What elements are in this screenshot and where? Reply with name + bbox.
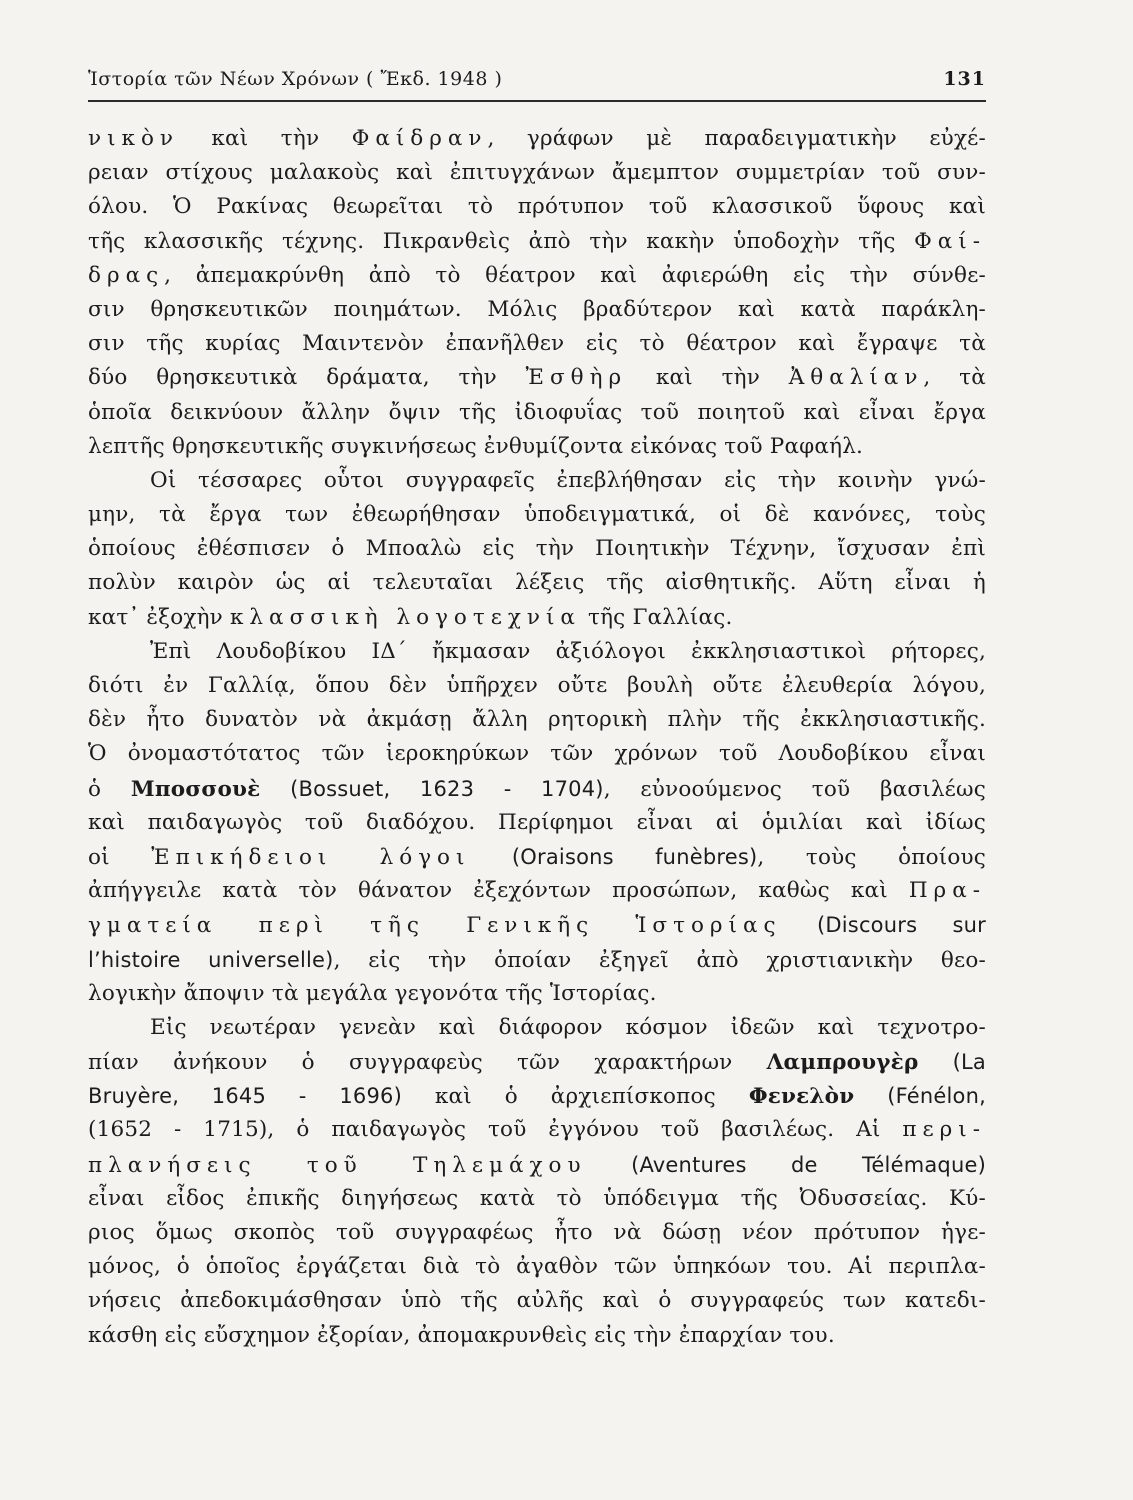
text-run: εἶναι εἶδος ἐπικῆς διηγήσεως κατὰ τὸ ὑπόδειγμα τῆς Ὀδυσσείας. Κύ- (88, 1185, 986, 1211)
text-run: ὁ (88, 776, 131, 802)
spaced-emphasis: Ἀθαλίαν (788, 365, 924, 391)
spaced-emphasis: περι- (902, 1117, 986, 1143)
text-run: πίαν ἀνήκουν ὁ συγγραφεὺς τῶν χαρακτήρων (88, 1050, 767, 1076)
text-run: τῆς κλασσικῆς τέχνης. Πικρανθεὶς ἀπὸ τὴν κακὴν ὑποδοχὴν τῆς (88, 228, 915, 254)
spaced-emphasis: Φαίδραν (351, 126, 488, 151)
text-run: δύο θρησκευτικὰ δράματα, τὴν (88, 365, 526, 391)
text-line (88, 1182, 986, 1216)
text-run: Οἱ τέσσαρες οὗτοι συγγραφεῖς ἐπεβλήθησαν εἰς τὴν κοινὴν γνώ- (150, 467, 986, 493)
text-run: νήσεις ἀπεδοκιμάσθησαν ὑπὸ τῆς αὐλῆς καὶ ὁ συγγραφεύς των κατεδι- (88, 1288, 986, 1314)
text-run: , εὐνοούμενος τοῦ βασιλέως (603, 776, 986, 802)
bold-name: Μποσσουὲ (130, 776, 261, 802)
text-line (88, 601, 986, 635)
text-run: , ἀπεμακρύνθη ἀπὸ τὸ θέατρον καὶ ἀφιερώθη εἰς τὴν σύνθε- (164, 262, 986, 288)
text-run: ὁποίους ἐθέσπισεν ὁ Μποαλὼ εἰς τὴν Ποιητικὴν Τέχνην, ἴσχυσαν ἐπὶ (88, 536, 986, 562)
text-run: κάσθη εἰς εὔσχημον ἐξορίαν, ἀπομακρυνθεὶς εἰς τὴν ἐπαρχίαν του. (88, 1322, 835, 1348)
text-run: καὶ ὁ ἀρχιεπίσκοπος (401, 1084, 749, 1110)
text-run: καὶ τὴν (178, 126, 352, 151)
text-run: , τοὺς ὁποίους (757, 844, 986, 870)
text-run: Ὁ ὀνομαστότατος τῶν ἱεροκηρύκων τῶν χρόνων τοῦ Λουδοβίκου εἶναι (88, 741, 986, 767)
text-line (88, 190, 986, 224)
spaced-emphasis: Πρα- (908, 878, 986, 904)
spaced-emphasis: Φαί- (914, 228, 986, 254)
text-line (88, 293, 986, 327)
text-line (88, 737, 986, 771)
bold-name: Φενελὸν (748, 1084, 855, 1110)
spaced-emphasis: Ἐσθὴρ (525, 365, 628, 391)
spaced-emphasis: Ἐπικήδειοι λόγοι (151, 844, 471, 870)
text-run: καὶ τὴν (627, 365, 789, 391)
text-run: (1652 - 1715), ὁ παιδαγωγὸς τοῦ ἐγγόνου τοῦ βασιλέως. Αἱ (88, 1117, 903, 1143)
text-run: ρειαν στίχους μαλακοὺς καὶ ἐπιτυγχάνων ἄμεμπτον συμμετρίαν τοῦ συν- (88, 160, 986, 186)
text-line (88, 977, 986, 1011)
bold-name: Λαμπρουγὲρ (766, 1050, 919, 1076)
text-run: , γράφων μὲ παραδειγματικὴν εὐχέ- (487, 126, 986, 151)
header-rule (88, 100, 986, 102)
text-run: , τὰ (923, 365, 986, 391)
text-run: λεπτῆς θρησκευτικῆς συγκινήσεως ἐνθυμίζοντα εἰκόνας τοῦ Ραφαήλ. (88, 433, 864, 459)
text-line (88, 1216, 986, 1250)
text-line (88, 464, 986, 498)
text-run: ὁποῖα δεικνύουν ἄλλην ὄψιν τῆς ἰδιοφυΐας τοῦ ποιητοῦ καὶ εἶναι ἔργα (88, 399, 986, 425)
latin-reference: (Aventures de Télémaque) (631, 1152, 986, 1177)
text-run: μόνος, ὁ ὁποῖος ἐργάζεται διὰ τὸ ἀγαθὸν τῶν ὑπηκόων του. Αἱ περιπλα- (88, 1254, 986, 1280)
page-number: 131 (943, 68, 986, 90)
text-line (88, 669, 986, 703)
text-line (88, 498, 986, 532)
text-run: διότι ἐν Γαλλίᾳ, ὅπου δὲν ὑπῆρχεν οὔτε βουλὴ οὔτε ἐλευθερία λόγου, (88, 673, 986, 698)
text-line (88, 566, 986, 600)
text-run (587, 1153, 632, 1178)
spaced-emphasis: νικὸν (88, 126, 179, 151)
text-run (260, 777, 290, 802)
text-line (88, 1148, 986, 1182)
text-run: κατ᾽ ἐξοχὴν (88, 604, 230, 630)
text-run: μην, τὰ ἔργα των ἐθεωρήθησαν ὑποδειγματικά, οἱ δὲ κανόνες, τοὺς (88, 502, 986, 528)
text-line (88, 635, 986, 669)
text-run: δὲν ἦτο δυνατὸν νὰ ἀκμάσῃ ἄλλη ρητορικὴ πλὴν τῆς ἐκκλησιαστικῆς. (88, 707, 986, 733)
text-run: ριος ὅμως σκοπὸς τοῦ συγγραφέως ἦτο νὰ δώσῃ νέον πρότυπον ἡγε- (88, 1220, 986, 1245)
text-run (854, 1084, 887, 1109)
text-run: λογικὴν ἄποψιν τὰ μεγάλα γεγονότα τῆς Ἱστορίας. (88, 980, 657, 1006)
text-run (470, 845, 511, 870)
text-line (88, 156, 986, 190)
latin-reference: (Oraisons funèbres) (511, 844, 758, 869)
text-run (918, 1050, 952, 1075)
text-run: όλου. Ὁ Ρακίνας θεωρεῖται τὸ πρότυπον τοῦ κλασσικοῦ ὕφους καὶ (88, 194, 986, 220)
text-line (88, 1250, 986, 1284)
text-run: Ἐπὶ Λουδοβίκου ΙΔ΄ ἤκμασαν ἀξιόλογοι ἐκκλησιαστικοὶ ρήτορες, (150, 638, 986, 664)
text-run: , εἰς τὴν ὁποίαν ἐξηγεῖ ἀπὸ χριστιανικὴν θεο- (333, 947, 986, 973)
text-run: ἀπήγγειλε κατὰ τὸν θάνατον ἐξεχόντων προσώπων, καθὼς καὶ (88, 878, 909, 904)
latin-reference: (La (952, 1050, 986, 1075)
latin-reference: l’histoire universelle) (88, 947, 334, 972)
text-line (88, 259, 986, 293)
body-text (88, 122, 986, 1353)
text-line (88, 1045, 986, 1079)
text-line (88, 532, 986, 566)
running-title: Ἱστορία τῶν Νέων Χρόνων ( Ἔκδ. 1948 ) (88, 68, 503, 90)
spaced-emphasis: γματεία περὶ τῆς Γενικῆς Ἱστορίας (88, 913, 782, 939)
text-line (88, 772, 986, 806)
text-line (88, 1079, 986, 1113)
text-line (88, 1319, 986, 1353)
text-run: πολὺν καιρὸν ὡς αἱ τελευταῖαι λέξεις τῆς αἰσθητικῆς. Αὕτη εἶναι ἡ (88, 570, 986, 596)
text-run: σιν θρησκευτικῶν ποιημάτων. Μόλις βραδύτερον καὶ κατὰ παράκλη- (88, 296, 986, 322)
spaced-emphasis: πλανήσεις τοῦ Τηλεμάχου (88, 1152, 587, 1178)
text-line (88, 840, 986, 874)
text-run: σιν τῆς κυρίας Μαιντενὸν ἐπανῆλθεν εἰς τὸ θέατρον καὶ ἔγραψε τὰ (88, 331, 986, 357)
latin-reference: (Fénélon, (887, 1084, 986, 1109)
spaced-emphasis: κλασσικὴ λογοτεχνία (229, 604, 581, 630)
text-line (88, 874, 986, 908)
text-line (88, 327, 986, 361)
text-line (88, 703, 986, 737)
text-line (88, 943, 986, 977)
text-line (88, 1011, 986, 1045)
text-line (88, 361, 986, 395)
text-line (88, 122, 986, 156)
latin-reference: (Bossuet, 1623 - 1704) (290, 776, 604, 801)
text-line (88, 806, 986, 840)
spaced-emphasis: δρας (88, 262, 165, 288)
text-line (88, 908, 986, 942)
latin-reference: (Discours sur (817, 913, 986, 938)
text-run: καὶ παιδαγωγὸς τοῦ διαδόχου. Περίφημοι εἶναι αἱ ὁμιλίαι καὶ ἰδίως (88, 809, 986, 835)
text-line (88, 396, 986, 430)
text-line (88, 1284, 986, 1318)
running-header (88, 68, 986, 90)
text-line (88, 430, 986, 464)
text-line (88, 1113, 986, 1147)
text-run: οἱ (88, 844, 152, 870)
text-run (782, 913, 817, 938)
text-run: τῆς Γαλλίας. (580, 604, 733, 630)
text-run: Εἰς νεωτέραν γενεὰν καὶ διάφορον κόσμον ἰδεῶν καὶ τεχνοτρο- (150, 1014, 986, 1040)
text-line (88, 225, 986, 259)
latin-reference: Bruyère, 1645 - 1696) (88, 1084, 402, 1109)
